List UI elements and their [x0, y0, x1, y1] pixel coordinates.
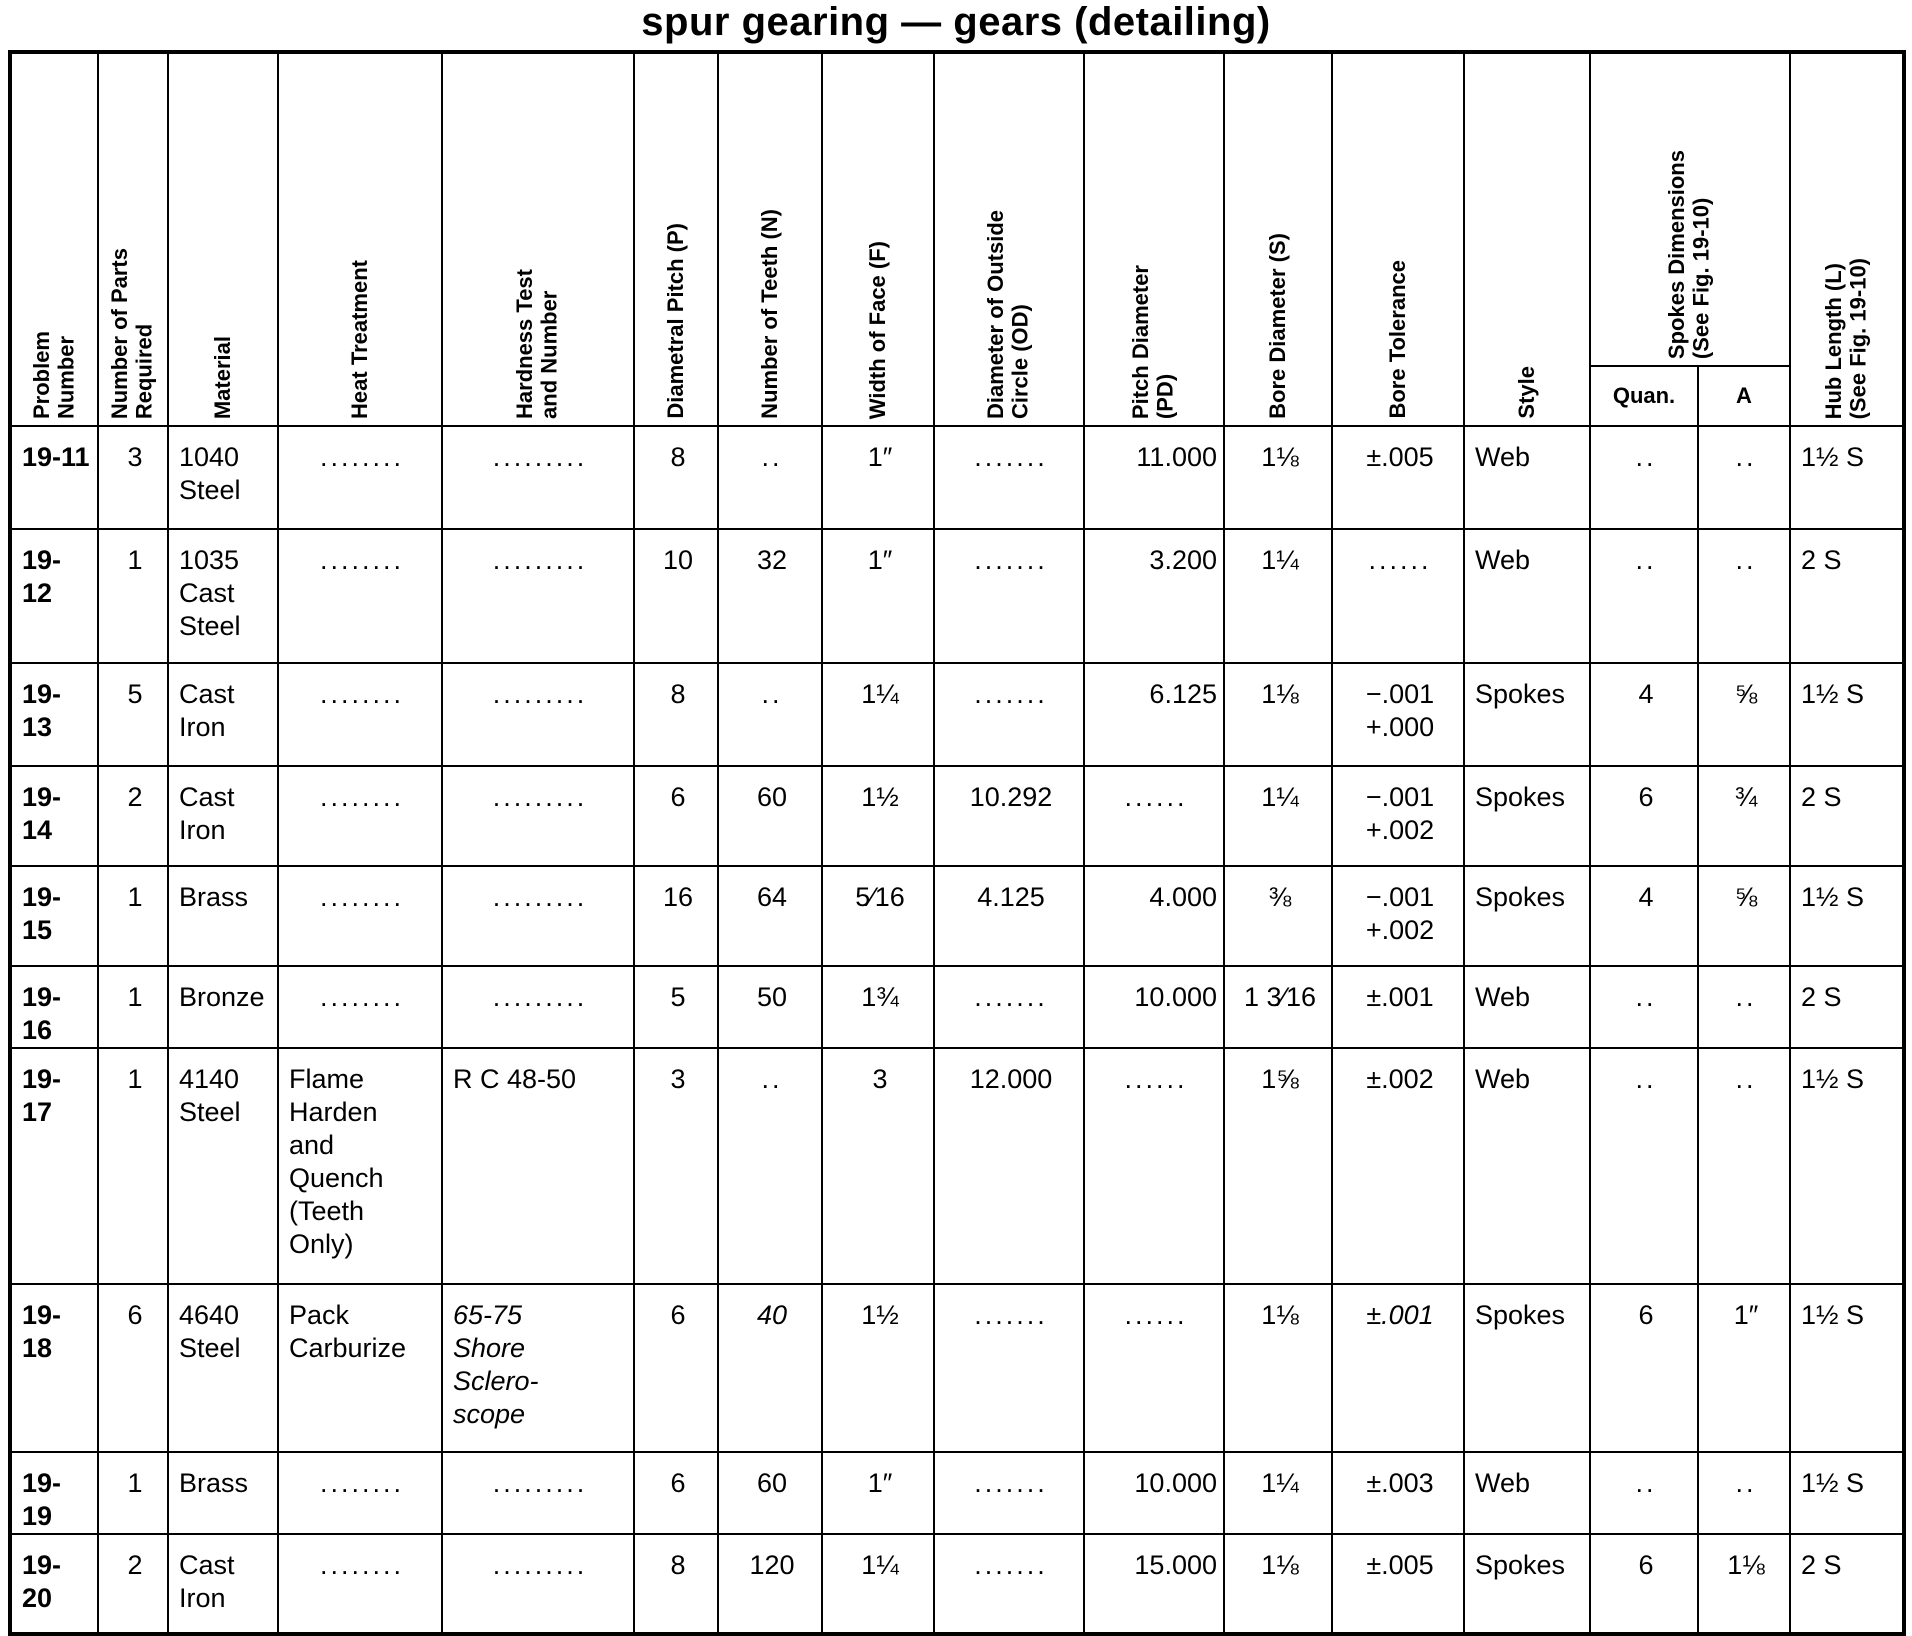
cell-hardness: .........	[442, 866, 634, 966]
cell-hub: 1½ S	[1790, 426, 1904, 529]
cell-style: Web	[1464, 426, 1590, 529]
cell-n: 40	[718, 1284, 822, 1452]
header-outside-diameter: Diameter of Outside Circle (OD)	[934, 52, 1084, 426]
cell-tol: ±.001	[1332, 1284, 1464, 1452]
header-face-width: Width of Face (F)	[822, 52, 934, 426]
cell-bore: 1⅝	[1224, 1048, 1332, 1284]
cell-f: 1¼	[822, 663, 934, 766]
cell-bore: 1⅛	[1224, 426, 1332, 529]
cell-heat: ........	[278, 766, 442, 866]
cell-bore: 1 3⁄16	[1224, 966, 1332, 1048]
cell-a: ..	[1698, 1048, 1790, 1284]
cell-od: .......	[934, 966, 1084, 1048]
cell-pn: 19-18	[10, 1284, 98, 1452]
cell-material: Brass	[168, 866, 278, 966]
cell-heat: ........	[278, 966, 442, 1048]
cell-od: 4.125	[934, 866, 1084, 966]
cell-heat: ........	[278, 426, 442, 529]
cell-style: Spokes	[1464, 766, 1590, 866]
cell-n: 64	[718, 866, 822, 966]
cell-od: .......	[934, 426, 1084, 529]
cell-style: Spokes	[1464, 663, 1590, 766]
header-parts-required: Number of Parts Required	[98, 52, 168, 426]
cell-od: 12.000	[934, 1048, 1084, 1284]
cell-f: 1¼	[822, 1534, 934, 1634]
table-row	[10, 426, 1904, 529]
cell-pd: 4.000	[1084, 866, 1224, 966]
cell-hub: 2 S	[1790, 766, 1904, 866]
cell-pd: 10.000	[1084, 966, 1224, 1048]
cell-pn: 19-15	[10, 866, 98, 966]
cell-quan: ..	[1590, 1048, 1698, 1284]
cell-hardness: .........	[442, 1534, 634, 1634]
cell-num: 1	[98, 866, 168, 966]
cell-hub: 1½ S	[1790, 663, 1904, 766]
cell-p: 8	[634, 426, 718, 529]
cell-heat: ........	[278, 1534, 442, 1634]
cell-pd: 6.125	[1084, 663, 1224, 766]
cell-style: Spokes	[1464, 866, 1590, 966]
cell-bore: 1¼	[1224, 529, 1332, 663]
cell-bore: 1⅛	[1224, 1534, 1332, 1634]
cell-pd: ......	[1084, 1284, 1224, 1452]
cell-a: ⅝	[1698, 866, 1790, 966]
cell-style: Web	[1464, 1048, 1590, 1284]
cell-f: 5⁄16	[822, 866, 934, 966]
cell-pn: 19-19	[10, 1452, 98, 1534]
cell-p: 16	[634, 866, 718, 966]
cell-bore: 1¼	[1224, 1452, 1332, 1534]
cell-quan: ..	[1590, 1452, 1698, 1534]
cell-hub: 1½ S	[1790, 1452, 1904, 1534]
cell-bore: ⅜	[1224, 866, 1332, 966]
cell-p: 6	[634, 1452, 718, 1534]
cell-n: ..	[718, 426, 822, 529]
cell-quan: ..	[1590, 966, 1698, 1048]
header-material: Material	[168, 52, 278, 426]
cell-quan: 4	[1590, 663, 1698, 766]
cell-material: Brass	[168, 1452, 278, 1534]
cell-n: ..	[718, 663, 822, 766]
cell-tol: −.001 +.000	[1332, 663, 1464, 766]
cell-hub: 2 S	[1790, 529, 1904, 663]
cell-f: 3	[822, 1048, 934, 1284]
page-title: spur gearing — gears (detailing)	[641, 0, 1271, 44]
cell-material: Cast Iron	[168, 663, 278, 766]
cell-hardness: .........	[442, 766, 634, 866]
cell-style: Spokes	[1464, 1534, 1590, 1634]
cell-od: .......	[934, 529, 1084, 663]
cell-p: 10	[634, 529, 718, 663]
cell-style: Web	[1464, 1452, 1590, 1534]
cell-n: 32	[718, 529, 822, 663]
cell-p: 6	[634, 766, 718, 866]
cell-tol: ±.002	[1332, 1048, 1464, 1284]
cell-material: 4640 Steel	[168, 1284, 278, 1452]
cell-material: Bronze	[168, 966, 278, 1048]
gear-spec-table	[8, 50, 1906, 1636]
cell-n: 60	[718, 766, 822, 866]
cell-num: 1	[98, 1452, 168, 1534]
cell-pn: 19-16	[10, 966, 98, 1048]
cell-od: 10.292	[934, 766, 1084, 866]
cell-p: 8	[634, 663, 718, 766]
cell-heat: ........	[278, 866, 442, 966]
cell-quan: 6	[1590, 766, 1698, 866]
cell-tol: −.001 +.002	[1332, 766, 1464, 866]
cell-material: Cast Iron	[168, 1534, 278, 1634]
header-spokes-a: A	[1698, 366, 1790, 426]
cell-od: .......	[934, 663, 1084, 766]
cell-pd: 3.200	[1084, 529, 1224, 663]
cell-p: 5	[634, 966, 718, 1048]
table-body	[10, 426, 1904, 1634]
cell-hub: 1½ S	[1790, 866, 1904, 966]
cell-pn: 19-17	[10, 1048, 98, 1284]
cell-a: ¾	[1698, 766, 1790, 866]
cell-a: ..	[1698, 966, 1790, 1048]
cell-a: ..	[1698, 426, 1790, 529]
table-row	[10, 529, 1904, 663]
cell-od: .......	[934, 1534, 1084, 1634]
cell-pn: 19-13	[10, 663, 98, 766]
cell-num: 1	[98, 529, 168, 663]
cell-hub: 1½ S	[1790, 1284, 1904, 1452]
cell-tol: ±.003	[1332, 1452, 1464, 1534]
cell-num: 1	[98, 1048, 168, 1284]
cell-p: 8	[634, 1534, 718, 1634]
table-row	[10, 1048, 1904, 1284]
table-row	[10, 663, 1904, 766]
cell-quan: 6	[1590, 1534, 1698, 1634]
cell-tol: ±.005	[1332, 426, 1464, 529]
cell-hardness: .........	[442, 426, 634, 529]
cell-n: ..	[718, 1048, 822, 1284]
header-hub-length: Hub Length (L) (See Fig. 19-10)	[1790, 52, 1904, 426]
cell-heat: ........	[278, 663, 442, 766]
cell-heat: Flame Harden and Quench (Teeth Only)	[278, 1048, 442, 1284]
cell-hardness: R C 48-50	[442, 1048, 634, 1284]
cell-num: 6	[98, 1284, 168, 1452]
cell-style: Spokes	[1464, 1284, 1590, 1452]
header-problem-number: Problem Number	[10, 52, 98, 426]
table-row	[10, 1452, 1904, 1534]
table-row	[10, 866, 1904, 966]
header-pitch-diameter: Pitch Diameter (PD)	[1084, 52, 1224, 426]
header-teeth: Number of Teeth (N)	[718, 52, 822, 426]
header-bore-tolerance: Bore Tolerance	[1332, 52, 1464, 426]
cell-quan: 6	[1590, 1284, 1698, 1452]
cell-hardness: .........	[442, 663, 634, 766]
header-diametral-pitch: Diametral Pitch (P)	[634, 52, 718, 426]
cell-tol: ±.005	[1332, 1534, 1464, 1634]
cell-pd: 11.000	[1084, 426, 1224, 529]
cell-tol: ±.001	[1332, 966, 1464, 1048]
cell-a: 1⅛	[1698, 1534, 1790, 1634]
cell-num: 1	[98, 966, 168, 1048]
cell-n: 60	[718, 1452, 822, 1534]
cell-pd: ......	[1084, 1048, 1224, 1284]
cell-pd: 10.000	[1084, 1452, 1224, 1534]
cell-hub: 2 S	[1790, 966, 1904, 1048]
cell-n: 50	[718, 966, 822, 1048]
cell-pd: ......	[1084, 766, 1224, 866]
cell-pn: 19-12	[10, 529, 98, 663]
cell-num: 5	[98, 663, 168, 766]
cell-tol: −.001 +.002	[1332, 866, 1464, 966]
table-row	[10, 766, 1904, 866]
cell-a: ..	[1698, 1452, 1790, 1534]
cell-material: Cast Iron	[168, 766, 278, 866]
cell-style: Web	[1464, 529, 1590, 663]
cell-f: 1″	[822, 426, 934, 529]
cell-tol: ......	[1332, 529, 1464, 663]
cell-material: 1040 Steel	[168, 426, 278, 529]
header-spokes-dimensions: Spokes Dimensions (See Fig. 19-10)	[1590, 52, 1790, 366]
cell-material: 1035 Cast Steel	[168, 529, 278, 663]
header-hardness: Hardness Test and Number	[442, 52, 634, 426]
header-bore-diameter: Bore Diameter (S)	[1224, 52, 1332, 426]
cell-p: 3	[634, 1048, 718, 1284]
cell-bore: 1⅛	[1224, 1284, 1332, 1452]
cell-hub: 2 S	[1790, 1534, 1904, 1634]
table-row	[10, 1284, 1904, 1452]
cell-f: 1½	[822, 1284, 934, 1452]
cell-n: 120	[718, 1534, 822, 1634]
cell-hardness: .........	[442, 966, 634, 1048]
cell-f: 1¾	[822, 966, 934, 1048]
cell-pn: 19-14	[10, 766, 98, 866]
cell-p: 6	[634, 1284, 718, 1452]
cell-num: 3	[98, 426, 168, 529]
cell-od: .......	[934, 1284, 1084, 1452]
cell-hub: 1½ S	[1790, 1048, 1904, 1284]
cell-pd: 15.000	[1084, 1534, 1224, 1634]
cell-pn: 19-11	[10, 426, 98, 529]
cell-hardness: .........	[442, 1452, 634, 1534]
cell-quan: ..	[1590, 529, 1698, 663]
header-spokes-quan: Quan.	[1590, 366, 1698, 426]
cell-quan: 4	[1590, 866, 1698, 966]
cell-num: 2	[98, 1534, 168, 1634]
header-heat-treatment: Heat Treatment	[278, 52, 442, 426]
cell-f: 1½	[822, 766, 934, 866]
cell-heat: ........	[278, 529, 442, 663]
table-row	[10, 1534, 1904, 1634]
cell-heat: Pack Carburize	[278, 1284, 442, 1452]
cell-a: ..	[1698, 529, 1790, 663]
cell-f: 1″	[822, 529, 934, 663]
cell-style: Web	[1464, 966, 1590, 1048]
cell-material: 4140 Steel	[168, 1048, 278, 1284]
cell-bore: 1¼	[1224, 766, 1332, 866]
cell-f: 1″	[822, 1452, 934, 1534]
cell-num: 2	[98, 766, 168, 866]
cell-hardness: .........	[442, 529, 634, 663]
cell-a: 1″	[1698, 1284, 1790, 1452]
cell-quan: ..	[1590, 426, 1698, 529]
cell-a: ⅝	[1698, 663, 1790, 766]
cell-heat: ........	[278, 1452, 442, 1534]
cell-hardness: 65-75 Shore Sclero- scope	[442, 1284, 634, 1452]
table-row	[10, 966, 1904, 1048]
header-style: Style	[1464, 52, 1590, 426]
cell-od: .......	[934, 1452, 1084, 1534]
cell-pn: 19-20	[10, 1534, 98, 1634]
cell-bore: 1⅛	[1224, 663, 1332, 766]
